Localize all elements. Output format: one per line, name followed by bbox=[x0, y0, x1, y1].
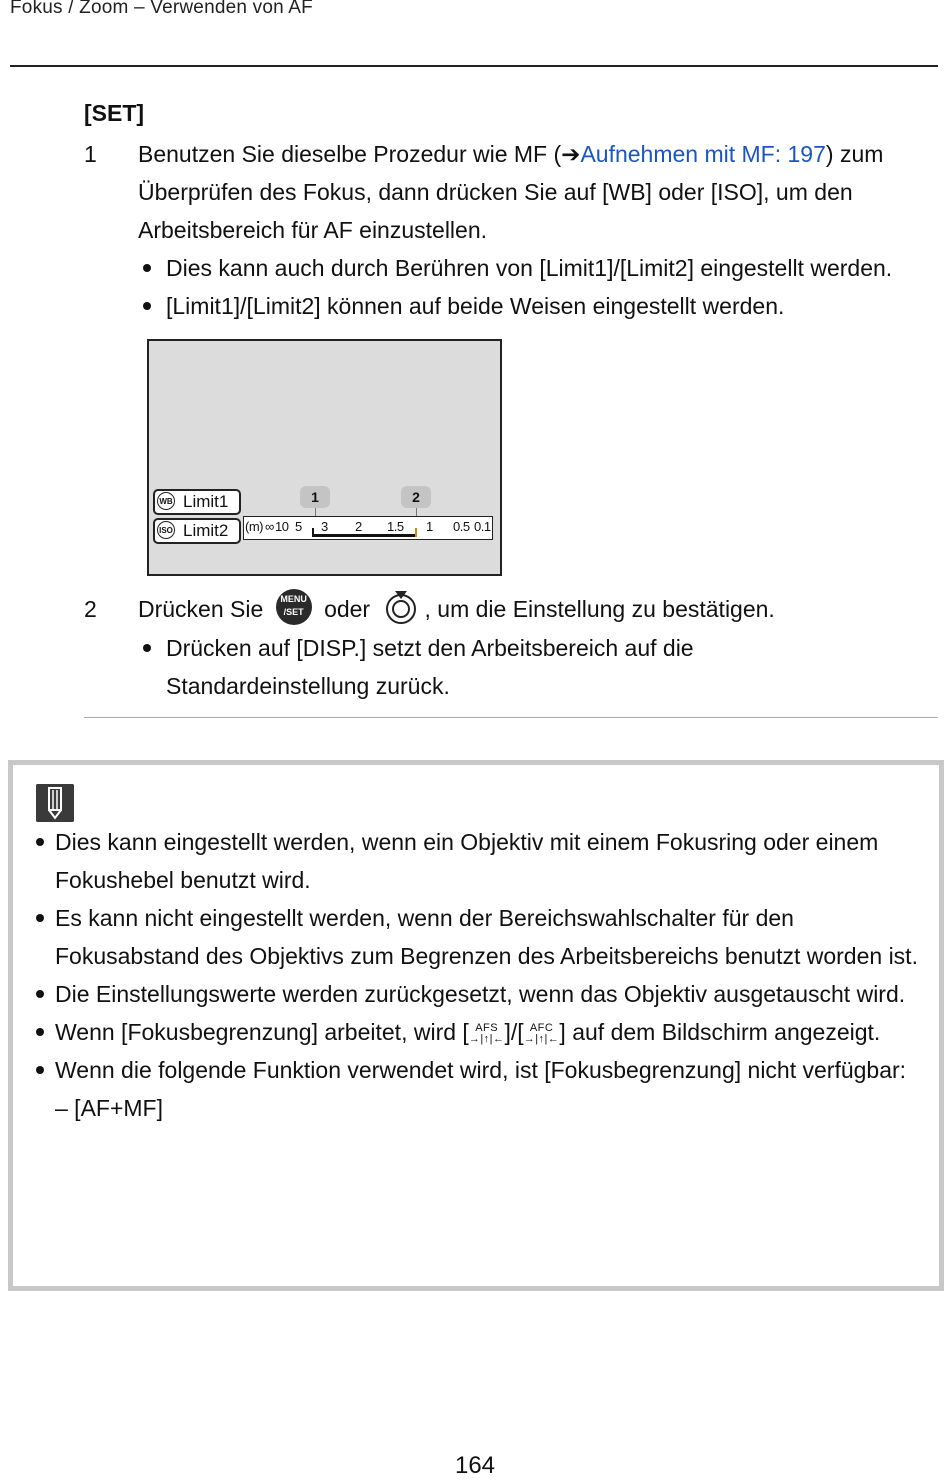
note-item: Die Einstellungswerte werden zurückgesetzt, wenn das Objektiv ausgetauscht wird. bbox=[33, 975, 923, 1013]
step-1-bullet: [Limit1]/[Limit2] können auf beide Weisen eingestellt werden. bbox=[138, 287, 943, 325]
section-title: [SET] bbox=[84, 100, 145, 126]
page-number: 164 bbox=[454, 1452, 496, 1479]
note-item: Dies kann eingestellt werden, wenn ein Objektiv mit einem Fokusring oder einem Fokushebel benutzt wird. bbox=[33, 823, 923, 899]
scale-label: 5 bbox=[295, 519, 302, 534]
pencil-note-icon bbox=[36, 784, 74, 822]
cross-reference-link[interactable]: Aufnehmen mit MF: 197 bbox=[580, 141, 826, 167]
afc-limit-icon: AFC →|↑|← bbox=[523, 1021, 560, 1045]
arrow-right-icon: ➔ bbox=[561, 141, 581, 167]
note-item-4-before: Wenn [Fokusbegrenzung] arbeitet, wird [ bbox=[55, 1019, 469, 1045]
scale-label: ∞ bbox=[265, 519, 274, 534]
callout-marker-2: 2 bbox=[401, 486, 431, 508]
step-1-paragraph bbox=[138, 135, 943, 249]
scale-label: 0.5 bbox=[453, 519, 470, 534]
step-2-paragraph bbox=[138, 590, 943, 629]
scale-label: 3 bbox=[321, 519, 328, 534]
menu-set-button-icon: MENU /SET bbox=[276, 589, 312, 625]
note-item: Es kann nicht eingestellt werden, wenn der Bereichswahlschalter für den Fokusabstand des Objektivs zum Begrenzen des Arbeitsbereichs benutzt worden ist. bbox=[33, 899, 923, 975]
limit1-tick bbox=[312, 528, 314, 537]
scale-unit: (m) bbox=[245, 519, 263, 534]
range-bar bbox=[312, 534, 416, 537]
step-1-text-before: Benutzen Sie dieselbe Prozedur wie MF ( bbox=[138, 141, 562, 167]
step-number: 2 bbox=[84, 596, 97, 622]
scale-label: 0.1 bbox=[474, 519, 491, 534]
callout-marker-1: 1 bbox=[300, 486, 330, 508]
step-text bbox=[138, 135, 943, 325]
limit1-button[interactable] bbox=[153, 489, 241, 515]
step-1-text-after: ) zum Überprüfen des Fokus, dann drücken Sie auf [WB] oder [ISO], um den Arbeitsbereich für AF einzustellen. bbox=[138, 141, 884, 243]
afc-icon-text: AFC bbox=[529, 1021, 554, 1034]
section-divider bbox=[84, 717, 938, 718]
note-item-4-mid: ]/[ bbox=[504, 1019, 524, 1045]
scale-label: 1 bbox=[426, 519, 433, 534]
afs-limit-icon: AFS →|↑|← bbox=[468, 1021, 505, 1045]
step-2-text-b: oder bbox=[324, 596, 371, 622]
limit1-label: Limit1 bbox=[183, 492, 229, 511]
camera-screen-illustration bbox=[147, 339, 502, 576]
step-1-bullet: Dies kann auch durch Berühren von [Limit1]/[Limit2] eingestellt werden. bbox=[138, 249, 943, 287]
wb-icon: WB bbox=[157, 492, 175, 510]
step-text bbox=[138, 590, 943, 705]
step-2-bullet: Drücken auf [DISP.] setzt den Arbeitsbereich auf die Standardeinstellung zurück. bbox=[138, 629, 766, 705]
running-header: Fokus / Zoom – Verwenden von AF bbox=[10, 0, 313, 18]
step-2-text-c: , um die Einstellung zu bestätigen. bbox=[424, 596, 775, 622]
header-divider bbox=[10, 65, 938, 67]
limit2-button[interactable] bbox=[153, 518, 241, 544]
iso-icon: ISO bbox=[157, 521, 175, 539]
scale-label: 2 bbox=[355, 519, 362, 534]
joystick-press-icon bbox=[383, 589, 419, 625]
note-item-4-after: ] auf dem Bildschirm angezeigt. bbox=[559, 1019, 881, 1045]
afs-icon-text: AFS bbox=[475, 1021, 499, 1034]
note-item: Wenn die folgende Funktion verwendet wird, ist [Fokusbegrenzung] nicht verfügbar: bbox=[33, 1051, 923, 1089]
note-box bbox=[8, 760, 944, 1291]
focus-distance-scale bbox=[243, 516, 493, 540]
scale-label: 1.5 bbox=[387, 519, 404, 534]
note-dash-item: – [AF+MF] bbox=[55, 1095, 163, 1121]
note-list bbox=[33, 823, 923, 1127]
limit2-label: Limit2 bbox=[183, 521, 229, 540]
limit2-tick bbox=[415, 528, 417, 537]
step-number: 1 bbox=[84, 141, 97, 167]
step-2-text-a: Drücken Sie bbox=[138, 596, 264, 622]
note-item bbox=[33, 1013, 923, 1051]
scale-label: 10 bbox=[275, 519, 289, 534]
